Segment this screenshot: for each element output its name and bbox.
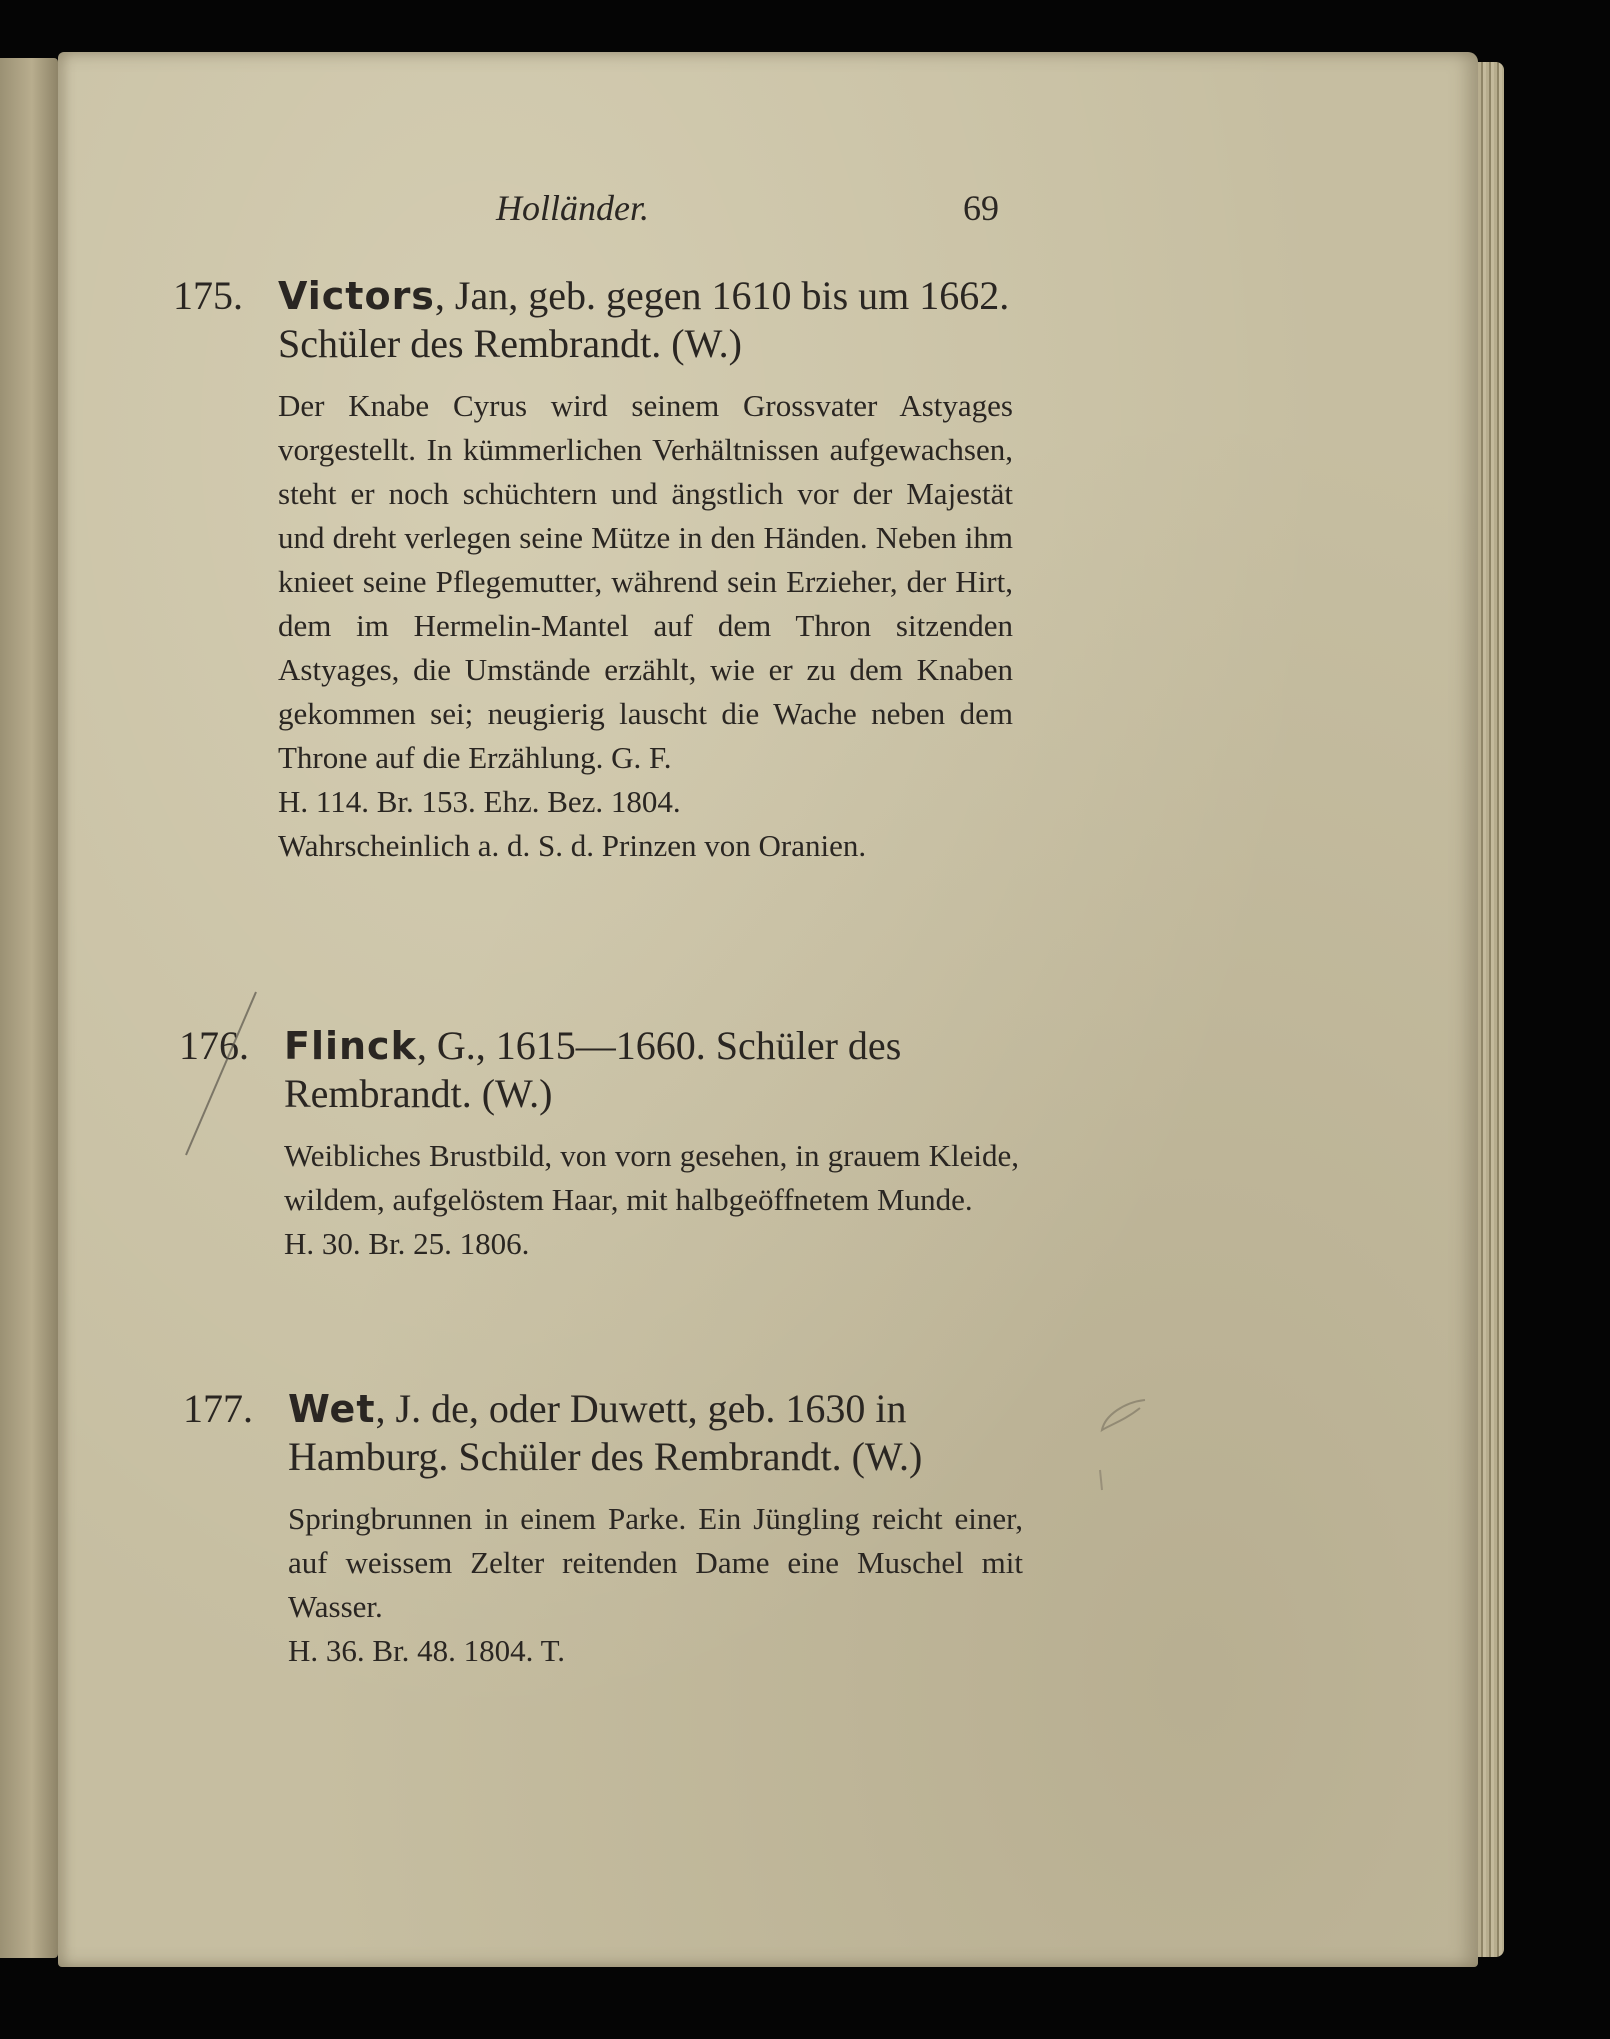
- entry-measures: H. 114. Br. 153. Ehz. Bez. 1804.: [278, 784, 681, 819]
- running-title: Holländer.: [496, 188, 649, 228]
- entry-number: 177.: [183, 1386, 253, 1431]
- artist-details: , G., 1615—1660. Schüler des Rembrandt. (W.): [284, 1023, 902, 1116]
- artist-name: Wet: [288, 1387, 376, 1431]
- entry-note: Wahrscheinlich a. d. S. d. Prinzen von Oranien.: [278, 828, 867, 863]
- page-header: [0, 187, 1610, 237]
- catalog-entry: [173, 272, 1013, 868]
- entry-heading: [179, 1022, 1019, 1118]
- artist-details: , Jan, geb. gegen 1610 bis um 1662. Schüler des Rembrandt. (W.): [278, 273, 1010, 366]
- facing-page-edge: [0, 58, 58, 1958]
- entry-description: Der Knabe Cyrus wird seinem Grossvater Astyages vorgestellt. In kümmerlichen Verhältnissen aufgewachsen, steht er noch schüchtern und ängstlich vor der Majestät und dreht verlegen seine Mütze in den Händen. Neben ihm knieet seine Pflegemutter, während sein Erzieher, der Hirt, dem im Hermelin-Mantel auf dem Thron sitzenden Astyages, die Umstände erzählt, wie er zu dem Knaben gekommen sei; neugierig lauscht die Wache neben dem Throne auf die Erzählung. G. F.: [278, 388, 1013, 775]
- page-stack-edge: [1478, 62, 1504, 1957]
- pencil-annotation-mark: [1090, 1390, 1160, 1500]
- entry-heading: [173, 272, 1013, 368]
- entry-measures: H. 30. Br. 25. 1806.: [284, 1226, 530, 1261]
- catalog-entry: [183, 1385, 1023, 1673]
- entry-description: Weibliches Brustbild, von vorn gesehen, in grauem Kleide, wildem, aufgelöstem Haar, mit halbgeöffnetem Munde.: [284, 1138, 1019, 1217]
- artist-name: Flinck: [284, 1024, 417, 1068]
- entry-heading: [183, 1385, 1023, 1481]
- page-number: 69: [963, 188, 999, 228]
- artist-details: , J. de, oder Duwett, geb. 1630 in Hamburg. Schüler des Rembrandt. (W.): [288, 1386, 923, 1479]
- entry-description: Springbrunnen in einem Parke. Ein Jüngling reicht einer, auf weissem Zelter reitenden Dame eine Muschel mit Wasser.: [288, 1501, 1023, 1624]
- pencil-slash-mark: [176, 990, 266, 1160]
- catalog-entry: [179, 1022, 1019, 1266]
- entry-number: 176.: [179, 1023, 249, 1068]
- entry-number: 175.: [173, 273, 243, 318]
- entry-measures: H. 36. Br. 48. 1804. T.: [288, 1633, 566, 1668]
- artist-name: Victors: [278, 274, 435, 318]
